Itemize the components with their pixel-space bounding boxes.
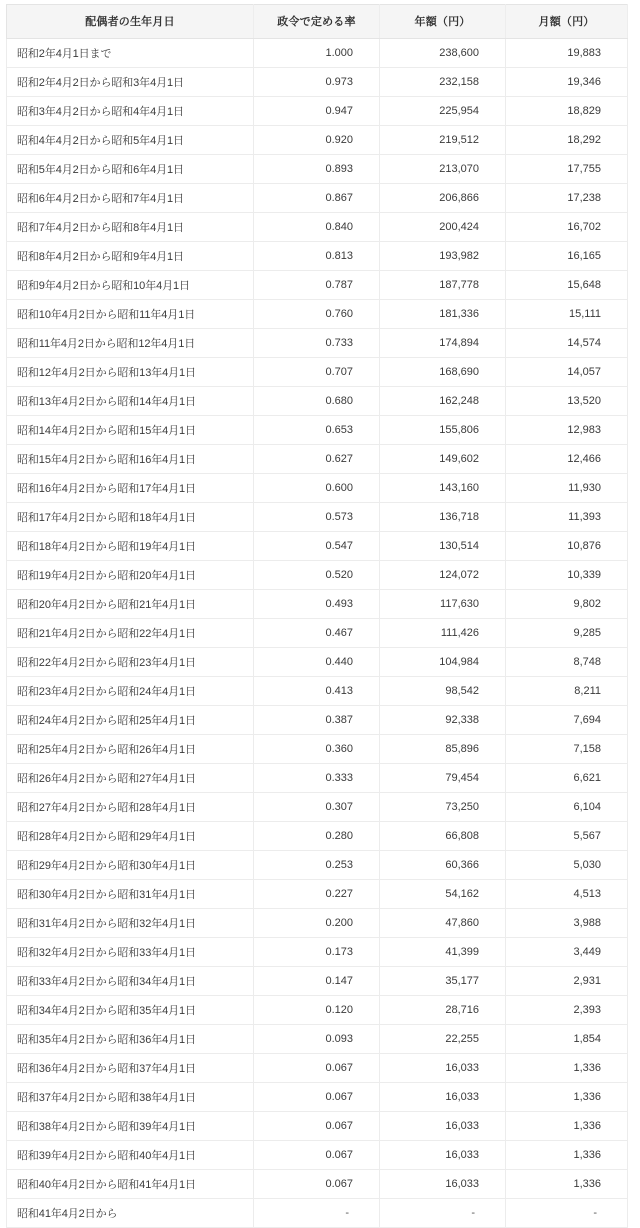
cell-rate: 0.680 <box>254 387 380 416</box>
cell-monthly-amount: 15,111 <box>506 300 628 329</box>
cell-annual-amount: 28,716 <box>380 996 506 1025</box>
cell-annual-amount: 162,248 <box>380 387 506 416</box>
cell-annual-amount: 85,896 <box>380 735 506 764</box>
table-row <box>7 561 628 590</box>
cell-annual-amount: 54,162 <box>380 880 506 909</box>
table-row <box>7 996 628 1025</box>
cell-rate: 0.547 <box>254 532 380 561</box>
cell-monthly-amount: 3,449 <box>506 938 628 967</box>
cell-rate: 0.173 <box>254 938 380 967</box>
table-row <box>7 764 628 793</box>
cell-annual-amount: 47,860 <box>380 909 506 938</box>
table-row <box>7 97 628 126</box>
cell-birthdate: 昭和11年4月2日から昭和12年4月1日 <box>7 329 254 358</box>
cell-rate: 0.067 <box>254 1054 380 1083</box>
cell-monthly-amount: 5,567 <box>506 822 628 851</box>
cell-rate: 0.813 <box>254 242 380 271</box>
cell-annual-amount: 73,250 <box>380 793 506 822</box>
cell-monthly-amount: 10,876 <box>506 532 628 561</box>
cell-rate: 0.467 <box>254 619 380 648</box>
cell-annual-amount: 104,984 <box>380 648 506 677</box>
cell-monthly-amount: 19,346 <box>506 68 628 97</box>
cell-rate: - <box>254 1199 380 1228</box>
cell-birthdate: 昭和28年4月2日から昭和29年4月1日 <box>7 822 254 851</box>
cell-rate: 0.493 <box>254 590 380 619</box>
cell-monthly-amount: 6,621 <box>506 764 628 793</box>
cell-birthdate: 昭和37年4月2日から昭和38年4月1日 <box>7 1083 254 1112</box>
cell-birthdate: 昭和33年4月2日から昭和34年4月1日 <box>7 967 254 996</box>
cell-birthdate: 昭和31年4月2日から昭和32年4月1日 <box>7 909 254 938</box>
cell-monthly-amount: 6,104 <box>506 793 628 822</box>
cell-annual-amount: 111,426 <box>380 619 506 648</box>
cell-annual-amount: 206,866 <box>380 184 506 213</box>
cell-rate: 0.067 <box>254 1112 380 1141</box>
table-row <box>7 532 628 561</box>
cell-monthly-amount: 7,158 <box>506 735 628 764</box>
cell-monthly-amount: 12,983 <box>506 416 628 445</box>
cell-birthdate: 昭和15年4月2日から昭和16年4月1日 <box>7 445 254 474</box>
table-row <box>7 1141 628 1170</box>
cell-annual-amount: 219,512 <box>380 126 506 155</box>
cell-rate: 0.387 <box>254 706 380 735</box>
cell-birthdate: 昭和41年4月2日から <box>7 1199 254 1228</box>
cell-birthdate: 昭和21年4月2日から昭和22年4月1日 <box>7 619 254 648</box>
cell-monthly-amount: 1,854 <box>506 1025 628 1054</box>
cell-monthly-amount: 8,211 <box>506 677 628 706</box>
cell-monthly-amount: 9,285 <box>506 619 628 648</box>
table-row <box>7 880 628 909</box>
cell-rate: 0.787 <box>254 271 380 300</box>
cell-annual-amount: 238,600 <box>380 39 506 68</box>
cell-birthdate: 昭和30年4月2日から昭和31年4月1日 <box>7 880 254 909</box>
table-row <box>7 677 628 706</box>
cell-annual-amount: 41,399 <box>380 938 506 967</box>
table-row <box>7 155 628 184</box>
cell-annual-amount: 193,982 <box>380 242 506 271</box>
cell-rate: 0.973 <box>254 68 380 97</box>
cell-monthly-amount: 16,165 <box>506 242 628 271</box>
cell-birthdate: 昭和9年4月2日から昭和10年4月1日 <box>7 271 254 300</box>
cell-annual-amount: 174,894 <box>380 329 506 358</box>
cell-rate: 0.067 <box>254 1141 380 1170</box>
cell-birthdate: 昭和13年4月2日から昭和14年4月1日 <box>7 387 254 416</box>
column-header-monthly-amount: 月額（円） <box>506 5 628 39</box>
cell-monthly-amount: 8,748 <box>506 648 628 677</box>
cell-annual-amount: 16,033 <box>380 1170 506 1199</box>
cell-rate: 0.947 <box>254 97 380 126</box>
cell-annual-amount: 35,177 <box>380 967 506 996</box>
cell-monthly-amount: 7,694 <box>506 706 628 735</box>
cell-monthly-amount: 1,336 <box>506 1141 628 1170</box>
cell-rate: 0.067 <box>254 1170 380 1199</box>
cell-birthdate: 昭和23年4月2日から昭和24年4月1日 <box>7 677 254 706</box>
cell-monthly-amount: 1,336 <box>506 1170 628 1199</box>
table-row <box>7 213 628 242</box>
table-body <box>7 39 628 1228</box>
cell-rate: 0.600 <box>254 474 380 503</box>
table-row <box>7 271 628 300</box>
cell-annual-amount: 187,778 <box>380 271 506 300</box>
cell-monthly-amount: 17,238 <box>506 184 628 213</box>
cell-birthdate: 昭和2年4月1日まで <box>7 39 254 68</box>
table-row <box>7 822 628 851</box>
cell-annual-amount: 130,514 <box>380 532 506 561</box>
table-row <box>7 474 628 503</box>
table-row <box>7 358 628 387</box>
cell-annual-amount: 143,160 <box>380 474 506 503</box>
cell-rate: 0.147 <box>254 967 380 996</box>
cell-rate: 0.893 <box>254 155 380 184</box>
table-row <box>7 851 628 880</box>
cell-annual-amount: 98,542 <box>380 677 506 706</box>
cell-rate: 0.360 <box>254 735 380 764</box>
cell-birthdate: 昭和18年4月2日から昭和19年4月1日 <box>7 532 254 561</box>
cell-annual-amount: 92,338 <box>380 706 506 735</box>
cell-rate: 0.920 <box>254 126 380 155</box>
cell-birthdate: 昭和8年4月2日から昭和9年4月1日 <box>7 242 254 271</box>
cell-birthdate: 昭和6年4月2日から昭和7年4月1日 <box>7 184 254 213</box>
cell-rate: 0.760 <box>254 300 380 329</box>
cell-rate: 0.067 <box>254 1083 380 1112</box>
cell-annual-amount: 232,158 <box>380 68 506 97</box>
cell-annual-amount: 16,033 <box>380 1054 506 1083</box>
cell-monthly-amount: 9,802 <box>506 590 628 619</box>
cell-monthly-amount: 2,393 <box>506 996 628 1025</box>
cell-rate: 0.573 <box>254 503 380 532</box>
cell-annual-amount: 213,070 <box>380 155 506 184</box>
cell-rate: 0.333 <box>254 764 380 793</box>
cell-rate: 0.307 <box>254 793 380 822</box>
cell-birthdate: 昭和19年4月2日から昭和20年4月1日 <box>7 561 254 590</box>
cell-rate: 0.120 <box>254 996 380 1025</box>
table-row <box>7 793 628 822</box>
cell-birthdate: 昭和29年4月2日から昭和30年4月1日 <box>7 851 254 880</box>
cell-birthdate: 昭和14年4月2日から昭和15年4月1日 <box>7 416 254 445</box>
cell-birthdate: 昭和12年4月2日から昭和13年4月1日 <box>7 358 254 387</box>
table-row <box>7 300 628 329</box>
cell-birthdate: 昭和17年4月2日から昭和18年4月1日 <box>7 503 254 532</box>
cell-monthly-amount: 18,292 <box>506 126 628 155</box>
cell-birthdate: 昭和22年4月2日から昭和23年4月1日 <box>7 648 254 677</box>
cell-rate: 0.733 <box>254 329 380 358</box>
cell-monthly-amount: 11,393 <box>506 503 628 532</box>
cell-rate: 0.413 <box>254 677 380 706</box>
cell-monthly-amount: 11,930 <box>506 474 628 503</box>
cell-birthdate: 昭和2年4月2日から昭和3年4月1日 <box>7 68 254 97</box>
cell-birthdate: 昭和39年4月2日から昭和40年4月1日 <box>7 1141 254 1170</box>
cell-monthly-amount: - <box>506 1199 628 1228</box>
cell-birthdate: 昭和5年4月2日から昭和6年4月1日 <box>7 155 254 184</box>
cell-rate: 0.867 <box>254 184 380 213</box>
cell-annual-amount: 60,366 <box>380 851 506 880</box>
cell-birthdate: 昭和34年4月2日から昭和35年4月1日 <box>7 996 254 1025</box>
cell-annual-amount: 155,806 <box>380 416 506 445</box>
cell-annual-amount: 181,336 <box>380 300 506 329</box>
cell-birthdate: 昭和16年4月2日から昭和17年4月1日 <box>7 474 254 503</box>
cell-birthdate: 昭和20年4月2日から昭和21年4月1日 <box>7 590 254 619</box>
cell-rate: 1.000 <box>254 39 380 68</box>
cell-birthdate: 昭和24年4月2日から昭和25年4月1日 <box>7 706 254 735</box>
cell-monthly-amount: 15,648 <box>506 271 628 300</box>
table-row <box>7 648 628 677</box>
cell-annual-amount: 124,072 <box>380 561 506 590</box>
cell-rate: 0.440 <box>254 648 380 677</box>
cell-monthly-amount: 17,755 <box>506 155 628 184</box>
table-row <box>7 68 628 97</box>
table-row <box>7 706 628 735</box>
column-header-rate: 政令で定める率 <box>254 5 380 39</box>
cell-birthdate: 昭和4年4月2日から昭和5年4月1日 <box>7 126 254 155</box>
cell-rate: 0.627 <box>254 445 380 474</box>
cell-monthly-amount: 14,574 <box>506 329 628 358</box>
cell-rate: 0.520 <box>254 561 380 590</box>
cell-birthdate: 昭和40年4月2日から昭和41年4月1日 <box>7 1170 254 1199</box>
cell-annual-amount: 149,602 <box>380 445 506 474</box>
cell-monthly-amount: 5,030 <box>506 851 628 880</box>
cell-annual-amount: 16,033 <box>380 1141 506 1170</box>
cell-birthdate: 昭和25年4月2日から昭和26年4月1日 <box>7 735 254 764</box>
cell-annual-amount: 200,424 <box>380 213 506 242</box>
table-row <box>7 1083 628 1112</box>
cell-monthly-amount: 3,988 <box>506 909 628 938</box>
cell-rate: 0.253 <box>254 851 380 880</box>
table-row <box>7 1199 628 1228</box>
table-row <box>7 503 628 532</box>
cell-birthdate: 昭和26年4月2日から昭和27年4月1日 <box>7 764 254 793</box>
cell-birthdate: 昭和38年4月2日から昭和39年4月1日 <box>7 1112 254 1141</box>
table-row <box>7 126 628 155</box>
table-row <box>7 242 628 271</box>
cell-birthdate: 昭和32年4月2日から昭和33年4月1日 <box>7 938 254 967</box>
table-row <box>7 590 628 619</box>
table-row <box>7 909 628 938</box>
cell-birthdate: 昭和27年4月2日から昭和28年4月1日 <box>7 793 254 822</box>
cell-birthdate: 昭和3年4月2日から昭和4年4月1日 <box>7 97 254 126</box>
table-row <box>7 1025 628 1054</box>
table-row <box>7 445 628 474</box>
cell-annual-amount: 66,808 <box>380 822 506 851</box>
cell-annual-amount: 225,954 <box>380 97 506 126</box>
cell-monthly-amount: 2,931 <box>506 967 628 996</box>
cell-rate: 0.093 <box>254 1025 380 1054</box>
column-header-annual-amount: 年額（円） <box>380 5 506 39</box>
cell-monthly-amount: 4,513 <box>506 880 628 909</box>
table-row <box>7 387 628 416</box>
table-row <box>7 938 628 967</box>
cell-annual-amount: 79,454 <box>380 764 506 793</box>
cell-annual-amount: 117,630 <box>380 590 506 619</box>
table-header <box>7 5 628 39</box>
cell-annual-amount: 16,033 <box>380 1112 506 1141</box>
table-row <box>7 967 628 996</box>
cell-birthdate: 昭和10年4月2日から昭和11年4月1日 <box>7 300 254 329</box>
cell-rate: 0.840 <box>254 213 380 242</box>
column-header-birthdate: 配偶者の生年月日 <box>7 5 254 39</box>
table-row <box>7 416 628 445</box>
table-row <box>7 1112 628 1141</box>
cell-annual-amount: 168,690 <box>380 358 506 387</box>
cell-monthly-amount: 19,883 <box>506 39 628 68</box>
cell-annual-amount: 22,255 <box>380 1025 506 1054</box>
table-row <box>7 619 628 648</box>
table-row <box>7 1170 628 1199</box>
cell-rate: 0.707 <box>254 358 380 387</box>
cell-monthly-amount: 16,702 <box>506 213 628 242</box>
cell-monthly-amount: 18,829 <box>506 97 628 126</box>
cell-monthly-amount: 14,057 <box>506 358 628 387</box>
cell-annual-amount: - <box>380 1199 506 1228</box>
cell-rate: 0.200 <box>254 909 380 938</box>
table-row <box>7 184 628 213</box>
spouse-rate-table <box>6 4 628 1228</box>
cell-rate: 0.227 <box>254 880 380 909</box>
cell-monthly-amount: 12,466 <box>506 445 628 474</box>
cell-annual-amount: 136,718 <box>380 503 506 532</box>
cell-birthdate: 昭和35年4月2日から昭和36年4月1日 <box>7 1025 254 1054</box>
cell-monthly-amount: 1,336 <box>506 1083 628 1112</box>
table-row <box>7 39 628 68</box>
cell-rate: 0.280 <box>254 822 380 851</box>
cell-birthdate: 昭和36年4月2日から昭和37年4月1日 <box>7 1054 254 1083</box>
table-row <box>7 1054 628 1083</box>
table-row <box>7 329 628 358</box>
table-row <box>7 735 628 764</box>
cell-annual-amount: 16,033 <box>380 1083 506 1112</box>
cell-birthdate: 昭和7年4月2日から昭和8年4月1日 <box>7 213 254 242</box>
cell-monthly-amount: 1,336 <box>506 1112 628 1141</box>
cell-monthly-amount: 10,339 <box>506 561 628 590</box>
table-header-row <box>7 5 628 39</box>
cell-rate: 0.653 <box>254 416 380 445</box>
cell-monthly-amount: 1,336 <box>506 1054 628 1083</box>
cell-monthly-amount: 13,520 <box>506 387 628 416</box>
